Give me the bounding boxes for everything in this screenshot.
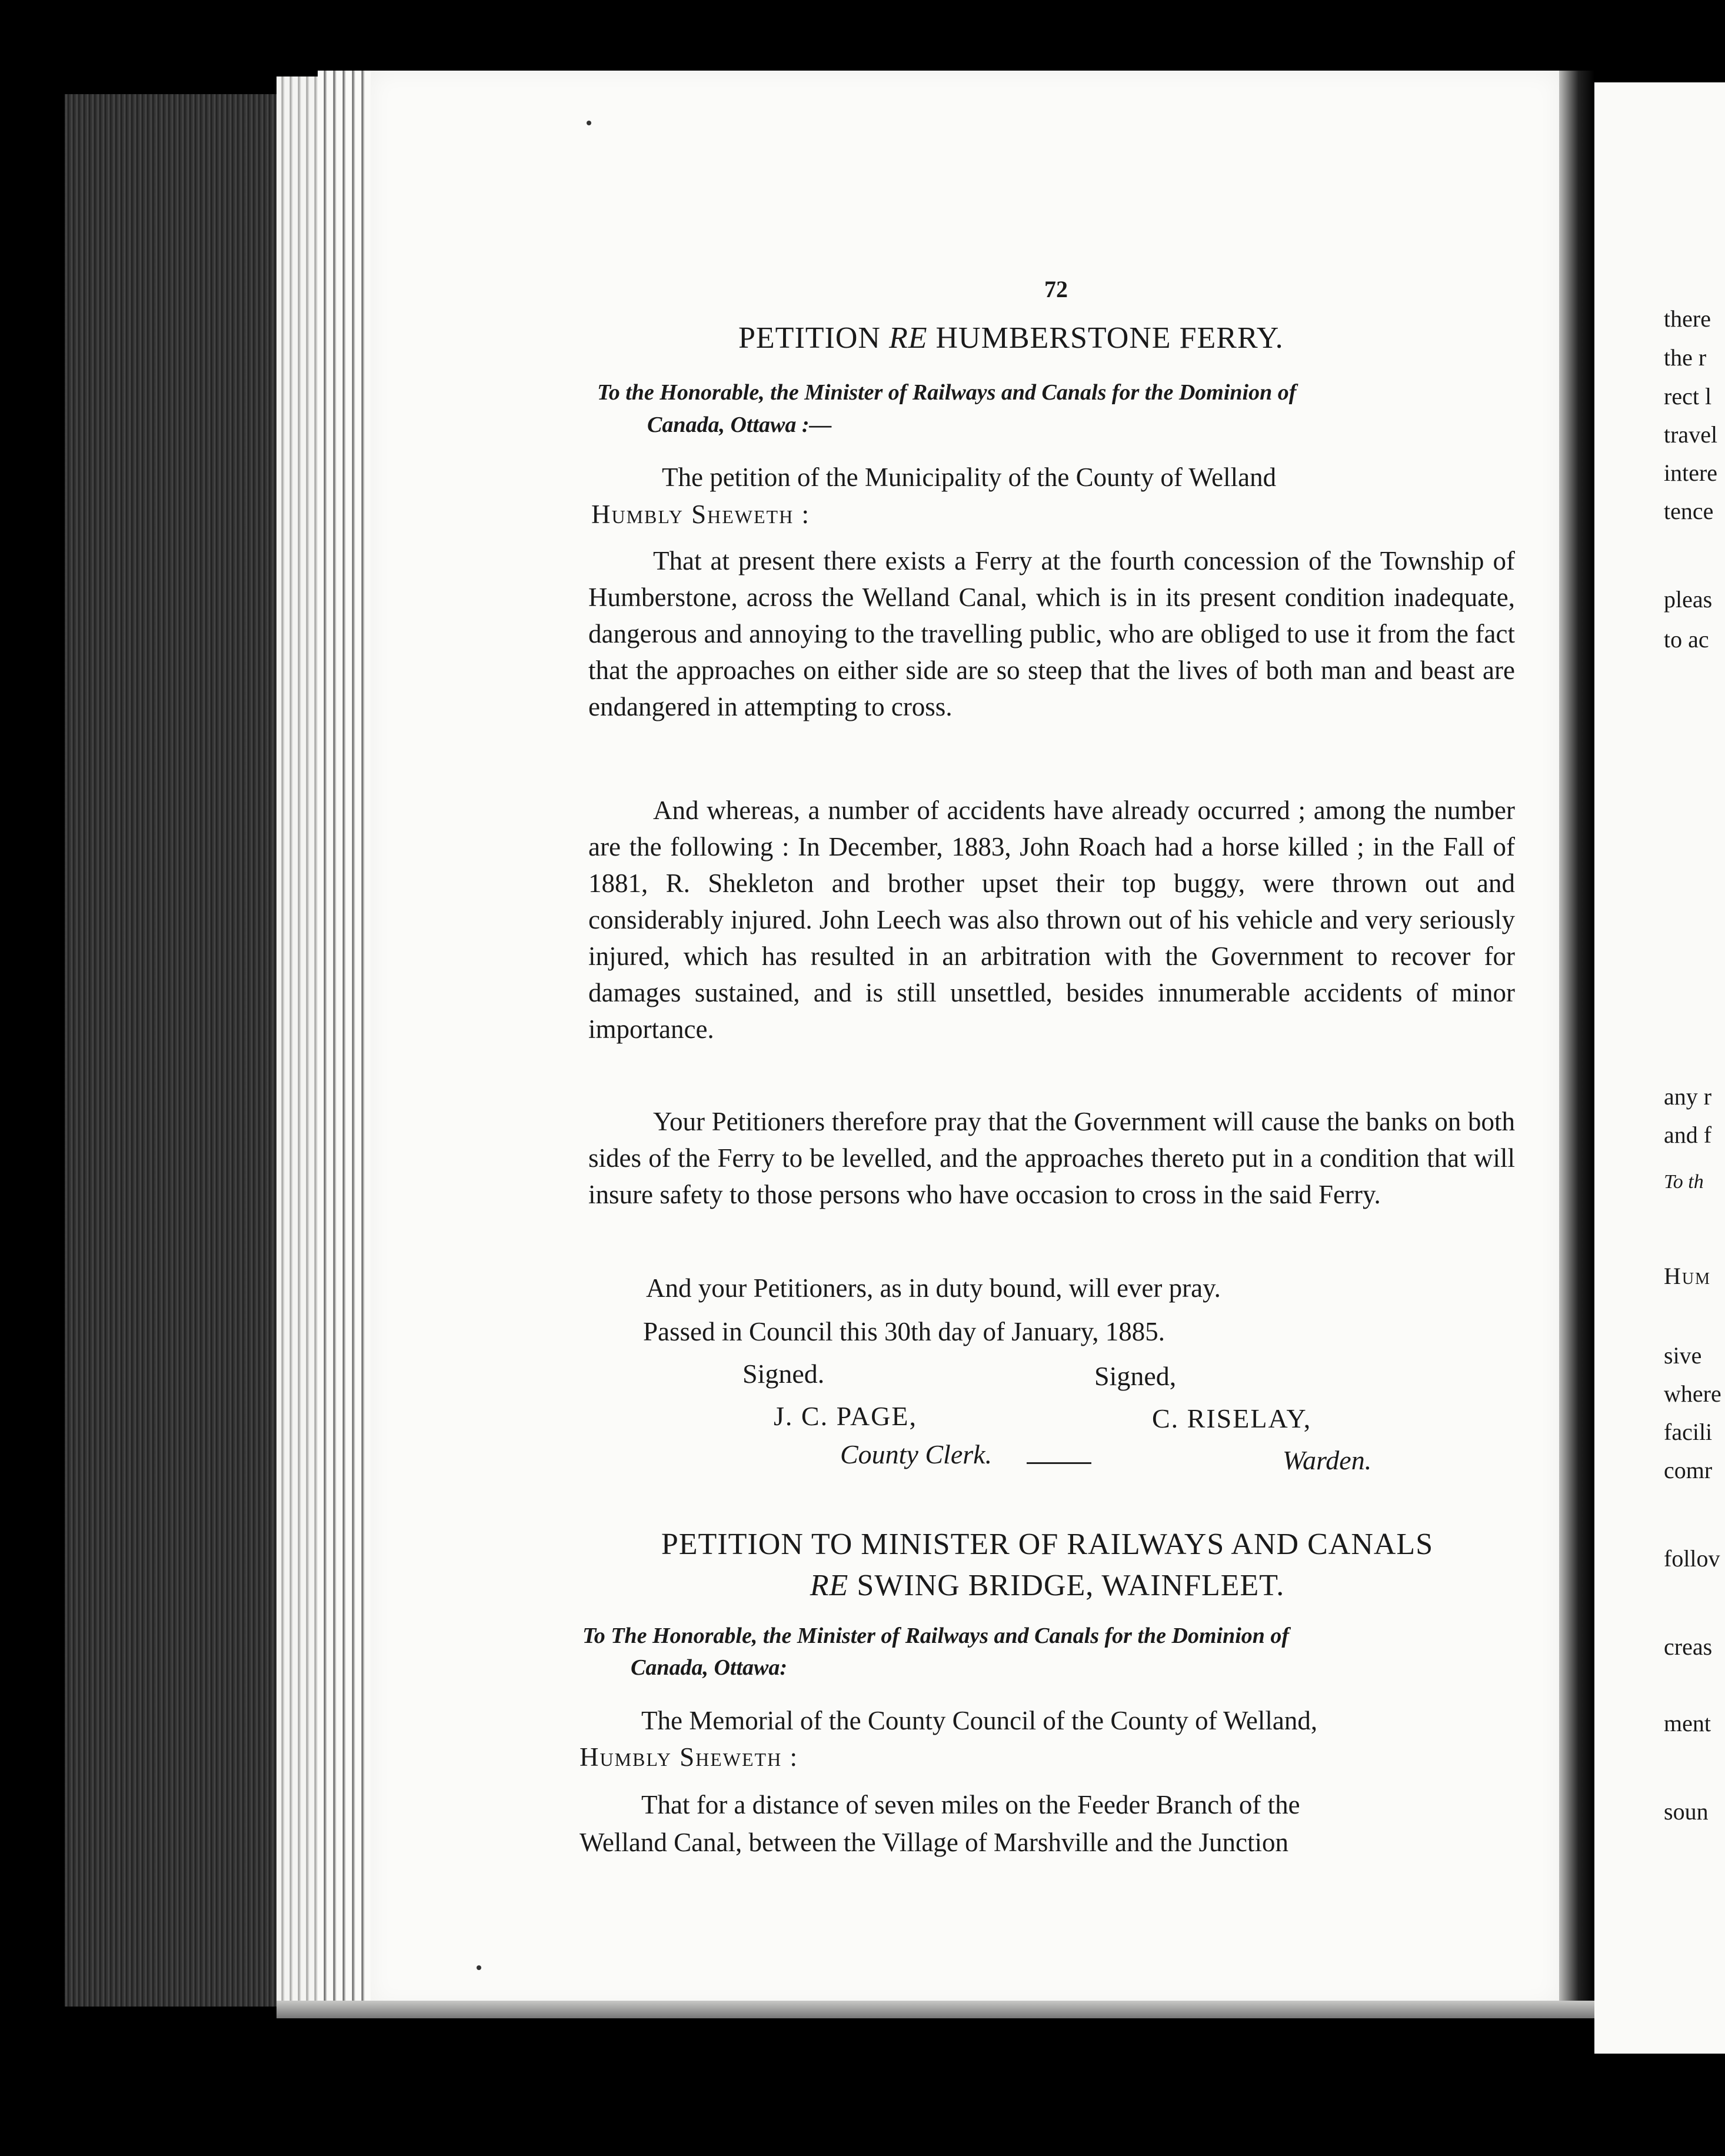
speck (477, 1965, 481, 1970)
petition2-address-line2: Canada, Ottawa: (631, 1655, 788, 1680)
page-number: 72 (1044, 276, 1068, 302)
role-right: Warden. (1283, 1445, 1372, 1475)
speck (587, 121, 591, 125)
petition1-address-line2: Canada, Ottawa :— (647, 412, 832, 437)
role-left: County Clerk. (840, 1439, 993, 1469)
title-re: RE (888, 321, 928, 355)
right-page-fragment: sive (1664, 1342, 1702, 1369)
petition2-address-line1: To The Honorable, the Minister of Railways and Canals for the Dominion of (582, 1623, 1290, 1648)
right-page-fragment: tence (1664, 498, 1714, 524)
petition2-title-line1: PETITION TO MINISTER OF RAILWAYS AND CANALS (661, 1528, 1434, 1561)
petition1-opening: The petition of the Municipality of the County of Welland (662, 463, 1277, 492)
title-line2-text: SWING BRIDGE, WAINFLEET. (848, 1569, 1285, 1602)
right-page-fragment: to ac (1664, 626, 1709, 653)
petition1-title (738, 321, 1284, 355)
petition1-passed: Passed in Council this 30th day of January, 1885. (643, 1317, 1165, 1346)
right-page-fragment: there (1664, 305, 1711, 332)
right-page-fragment: ment (1664, 1710, 1711, 1736)
right-page-fragment: follov (1664, 1545, 1720, 1572)
book-gutter (1559, 71, 1594, 2007)
right-page-fragment: where (1664, 1380, 1721, 1407)
page-bottom-shadow (277, 2001, 1594, 2018)
petition1-para1: That at present there exists a Ferry at the fourth concession of the Township of Humberstone, across the Welland Canal, which is in its present condition inadequate, dangerous and annoying to the travelling public, who are obliged to use it from the fact that the approaches on either side are so steep that the lives of both man and beast are endangered in attempting to cross. (588, 546, 1515, 721)
name-left: J. C. PAGE, (774, 1401, 917, 1431)
title-prefix: PETITION (738, 321, 889, 355)
petition2-opening: The Memorial of the County Council of the County of Welland, (641, 1706, 1318, 1735)
right-page-fragment: travel (1664, 421, 1718, 448)
section-divider (1027, 1462, 1091, 1464)
right-page (1594, 82, 1725, 2054)
right-page-fragment: Hum (1664, 1263, 1711, 1289)
right-page-fragment: any r (1664, 1083, 1712, 1110)
right-page-fragment: creas (1664, 1633, 1713, 1660)
petition2-title-line2 (580, 1568, 1515, 1603)
book-page-block (65, 94, 294, 2007)
petition1-humbly: Humbly Sheweth : (591, 500, 810, 529)
right-page-fragment: intere (1664, 460, 1718, 486)
petition1-para3: Your Petitioners therefore pray that the Government will cause the banks on both sides of the Ferry to be levelled, and the approaches thereto put in a condition that will insure safety to those persons who have occasion to cross in the said Ferry. (588, 1107, 1515, 1209)
right-page-fragment: and f (1664, 1122, 1712, 1148)
name-right: C. RISELAY, (1152, 1403, 1312, 1433)
right-page-fragment: facili (1664, 1419, 1713, 1445)
petition1-para2: And whereas, a number of accidents have already occurred ; among the number are the following : In December, 1883, John Roach had a horse killed ; in the Fall of 1881, R. Shekleton and brother upset their top buggy, were thrown out and considerably injured. John Leech was also thrown out of his vehicle and very seriously injured, which has resulted in an arbitration with the Government to recover for damages sustained, and is still unsettled, besides innumerable accidents of minor importance. (588, 796, 1515, 1044)
right-page-fragment: pleas (1664, 586, 1713, 613)
signed-left: Signed. (742, 1359, 825, 1389)
right-page-fragment: the r (1664, 344, 1707, 371)
right-page-fragment: To th (1664, 1171, 1704, 1193)
petition2-para1-line1: That for a distance of seven miles on the Feeder Branch of the (641, 1790, 1300, 1819)
right-page-fragment: rect l (1664, 383, 1712, 410)
title-suffix: HUMBERSTONE FERRY. (927, 321, 1284, 355)
signed-right: Signed, (1094, 1361, 1177, 1391)
page-edges-inner (318, 71, 374, 2012)
petition2-para1-line2: Welland Canal, between the Village of Marshville and the Junction (580, 1828, 1289, 1857)
right-page-fragment: comr (1664, 1457, 1713, 1483)
petition2-humbly: Humbly Sheweth : (580, 1742, 798, 1772)
petition1-pray: And your Petitioners, as in duty bound, will ever pray. (646, 1273, 1221, 1303)
petition1-address-line1: To the Honorable, the Minister of Railways and Canals for the Dominion of (597, 380, 1297, 405)
right-page-fragment: soun (1664, 1798, 1709, 1825)
title-re: RE (810, 1569, 849, 1602)
